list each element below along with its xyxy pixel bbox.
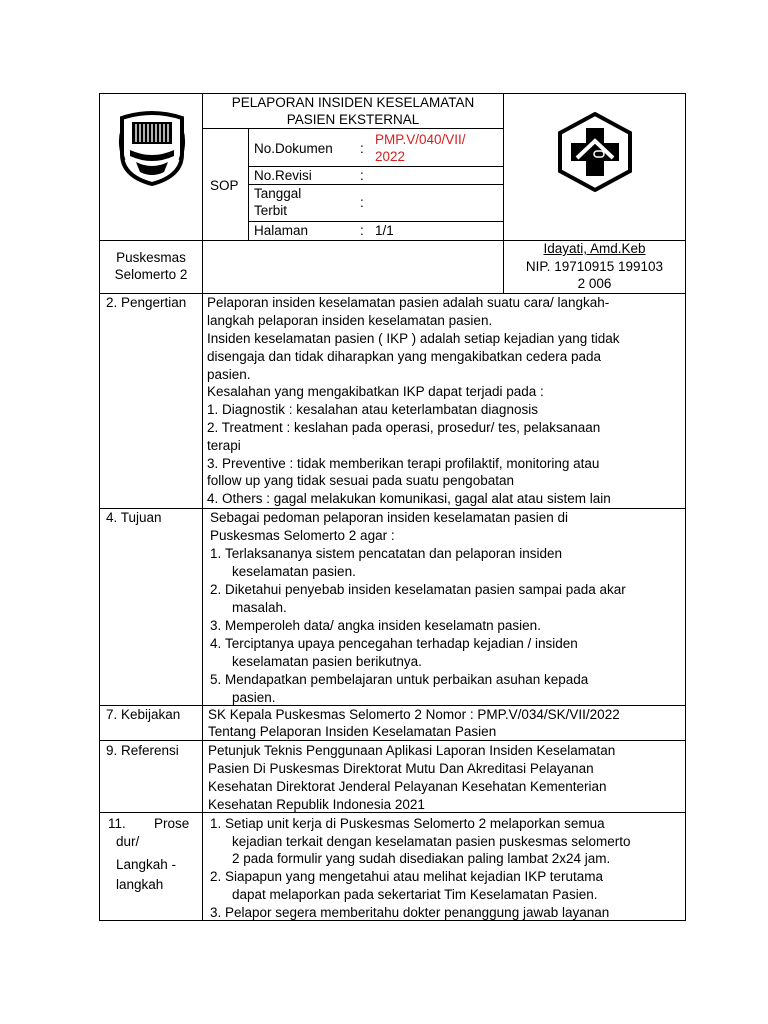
section-label-prosedur-line4: langkah bbox=[116, 877, 164, 892]
nodokumen-label: No.Dokumen bbox=[254, 141, 333, 156]
referensi-line: Pasien Di Puskesmas Direktorat Mutu Dan Akreditasi Pelayanan bbox=[208, 761, 594, 776]
tujuan-intro-line2: Puskesmas Selomerto 2 agar : bbox=[210, 528, 395, 543]
nodokumen-sep: : bbox=[360, 141, 364, 156]
nodokumen-value-line2: 2022 bbox=[375, 149, 406, 164]
document-title-line2: PASIEN EKSTERNAL bbox=[286, 112, 420, 127]
table-border-right bbox=[685, 93, 686, 921]
halaman-label: Halaman bbox=[254, 223, 309, 238]
tanggal-label-line2: Terbit bbox=[254, 203, 288, 218]
org-name-line2: Selomerto 2 bbox=[114, 267, 188, 282]
referensi-line: Kesehatan Direktorat Jenderal Pelayanan Kesehatan Kementerian bbox=[208, 779, 607, 794]
section-label-kebijakan: 7. Kebijakan bbox=[106, 707, 181, 722]
tujuan-item-text-cont: masalah. bbox=[232, 600, 287, 615]
halaman-value: 1/1 bbox=[375, 223, 394, 238]
table-line-logo-right bbox=[503, 93, 504, 241]
tujuan-item-text: Terlaksananya sistem pencatatan dan pelaporan insiden bbox=[225, 546, 562, 561]
pengertian-line: terapi bbox=[207, 438, 241, 453]
section-label-prosedur-word: Prose bbox=[154, 816, 190, 831]
table-border-left bbox=[99, 93, 100, 921]
referensi-line: Kesehatan Republik Indonesia 2021 bbox=[208, 797, 425, 812]
signatory-name: Idayati, Amd.Keb bbox=[543, 241, 646, 256]
tujuan-item-text-cont: pasien. bbox=[232, 690, 276, 705]
tujuan-item-num: 4. bbox=[210, 636, 222, 651]
pengertian-line: Pelaporan insiden keselamatan pasien adalah suatu cara/ langkah- bbox=[207, 295, 610, 310]
tanggal-sep: : bbox=[360, 195, 364, 210]
prosedur-item-text: Setiap unit kerja di Puskesmas Selomerto 2 melaporkan semua bbox=[225, 816, 605, 831]
prosedur-item-num: 3. bbox=[210, 905, 222, 920]
tujuan-item-num: 5. bbox=[210, 672, 222, 687]
tujuan-item-text: Terciptanya upaya pencegahan terhadap kejadian / insiden bbox=[225, 636, 578, 651]
document-title-line1: PELAPORAN INSIDEN KESELAMATAN bbox=[231, 95, 475, 110]
pengertian-line: 1. Diagnostik : kesalahan atau keterlambatan diagnosis bbox=[207, 402, 538, 417]
tujuan-item-num: 2. bbox=[210, 582, 222, 597]
tujuan-item-text: Diketahui penyebab insiden keselamatan pasien sampai pada akar bbox=[225, 582, 626, 597]
pengertian-line: disengaja dan tidak diharapkan yang mengakibatkan cedera pada bbox=[207, 349, 602, 364]
norevisi-label: No.Revisi bbox=[254, 168, 312, 183]
norevisi-sep: : bbox=[360, 168, 364, 183]
prosedur-item-num: 1. bbox=[210, 816, 222, 831]
tujuan-item-text-cont: keselamatan pasien. bbox=[232, 564, 356, 579]
tujuan-item-num: 1. bbox=[210, 546, 222, 561]
pengertian-line: 2. Treatment : keslahan pada operasi, prosedur/ tes, pelaksanaan bbox=[207, 420, 601, 435]
section-label-prosedur-line3: Langkah - bbox=[116, 857, 177, 872]
puskesmas-cross-logo-icon bbox=[556, 112, 634, 192]
pengertian-line: follow up yang tidak sesuai pada suatu pengobatan bbox=[207, 473, 514, 488]
prosedur-item-text: Siapapun yang mengetahui atau melihat kejadian IKP terutama bbox=[225, 869, 604, 884]
pengertian-line: 4. Others : gagal melakukan komunikasi, gagal alat atau sistem lain bbox=[207, 491, 611, 506]
org-name-line1: Puskesmas bbox=[116, 250, 186, 265]
section-label-pengertian: 2. Pengertian bbox=[106, 295, 187, 310]
halaman-sep: : bbox=[360, 223, 364, 238]
tujuan-item-text-cont: keselamatan pasien berikutnya. bbox=[232, 654, 422, 669]
pengertian-line: Insiden keselamatan pasien ( IKP ) adalah setiap kejadian yang tidak bbox=[207, 331, 620, 346]
prosedur-item-text-cont: 2 pada formulir yang sudah disediakan paling lambat 2x24 jam. bbox=[232, 851, 611, 866]
section-label-referensi: 9. Referensi bbox=[106, 743, 179, 758]
pengertian-line: Kesalahan yang mengakibatkan IKP dapat terjadi pada : bbox=[207, 384, 544, 399]
prosedur-item-num: 2. bbox=[210, 869, 222, 884]
table-line-body-divider bbox=[202, 293, 203, 921]
section-label-prosedur-num: 11. bbox=[108, 816, 126, 831]
kebijakan-line1: SK Kepala Puskesmas Selomerto 2 Nomor : PMP.V/034/SK/VII/2022 bbox=[208, 707, 620, 722]
pengertian-line: langkah pelaporan insiden keselamatan pasien. bbox=[207, 313, 493, 328]
sop-label: SOP bbox=[210, 178, 239, 193]
tujuan-intro-line1: Sebagai pedoman pelaporan insiden keselamatan pasien di bbox=[210, 510, 569, 525]
prosedur-item-text: Pelapor segera memberitahu dokter penanggung jawab layanan bbox=[225, 905, 610, 920]
prosedur-item-text-cont: kejadian terkait dengan keselamatan pasien puskesmas selomerto bbox=[232, 834, 631, 849]
tanggal-label-line1: Tanggal bbox=[254, 186, 302, 201]
signatory-nip-line1: NIP. 19710915 199103 bbox=[525, 259, 664, 274]
nodokumen-value-line1: PMP.V/040/VII/ bbox=[375, 132, 466, 147]
kebijakan-line2: Tentang Pelaporan Insiden Keselamatan Pasien bbox=[208, 724, 497, 739]
signatory-nip-line2: 2 006 bbox=[577, 276, 612, 291]
section-label-prosedur-line2: dur/ bbox=[116, 834, 140, 849]
tujuan-item-text: Mendapatkan pembelajaran untuk perbaikan asuhan kepada bbox=[225, 672, 589, 687]
pengertian-line: 3. Preventive : tidak memberikan terapi profilaktif, monitoring atau bbox=[207, 456, 600, 471]
prosedur-item-text-cont: dapat melaporkan pada sekertariat Tim Keselamatan Pasien. bbox=[232, 887, 598, 902]
pengertian-line: pasien. bbox=[207, 367, 251, 382]
section-label-tujuan: 4. Tujuan bbox=[106, 510, 162, 525]
tujuan-item-num: 3. bbox=[210, 618, 222, 633]
tujuan-item-text: Memperoleh data/ angka insiden keselamatn pasien. bbox=[225, 618, 541, 633]
referensi-line: Petunjuk Teknis Penggunaan Aplikasi Laporan Insiden Keselamatan bbox=[208, 743, 616, 758]
regency-crest-icon bbox=[118, 110, 186, 186]
